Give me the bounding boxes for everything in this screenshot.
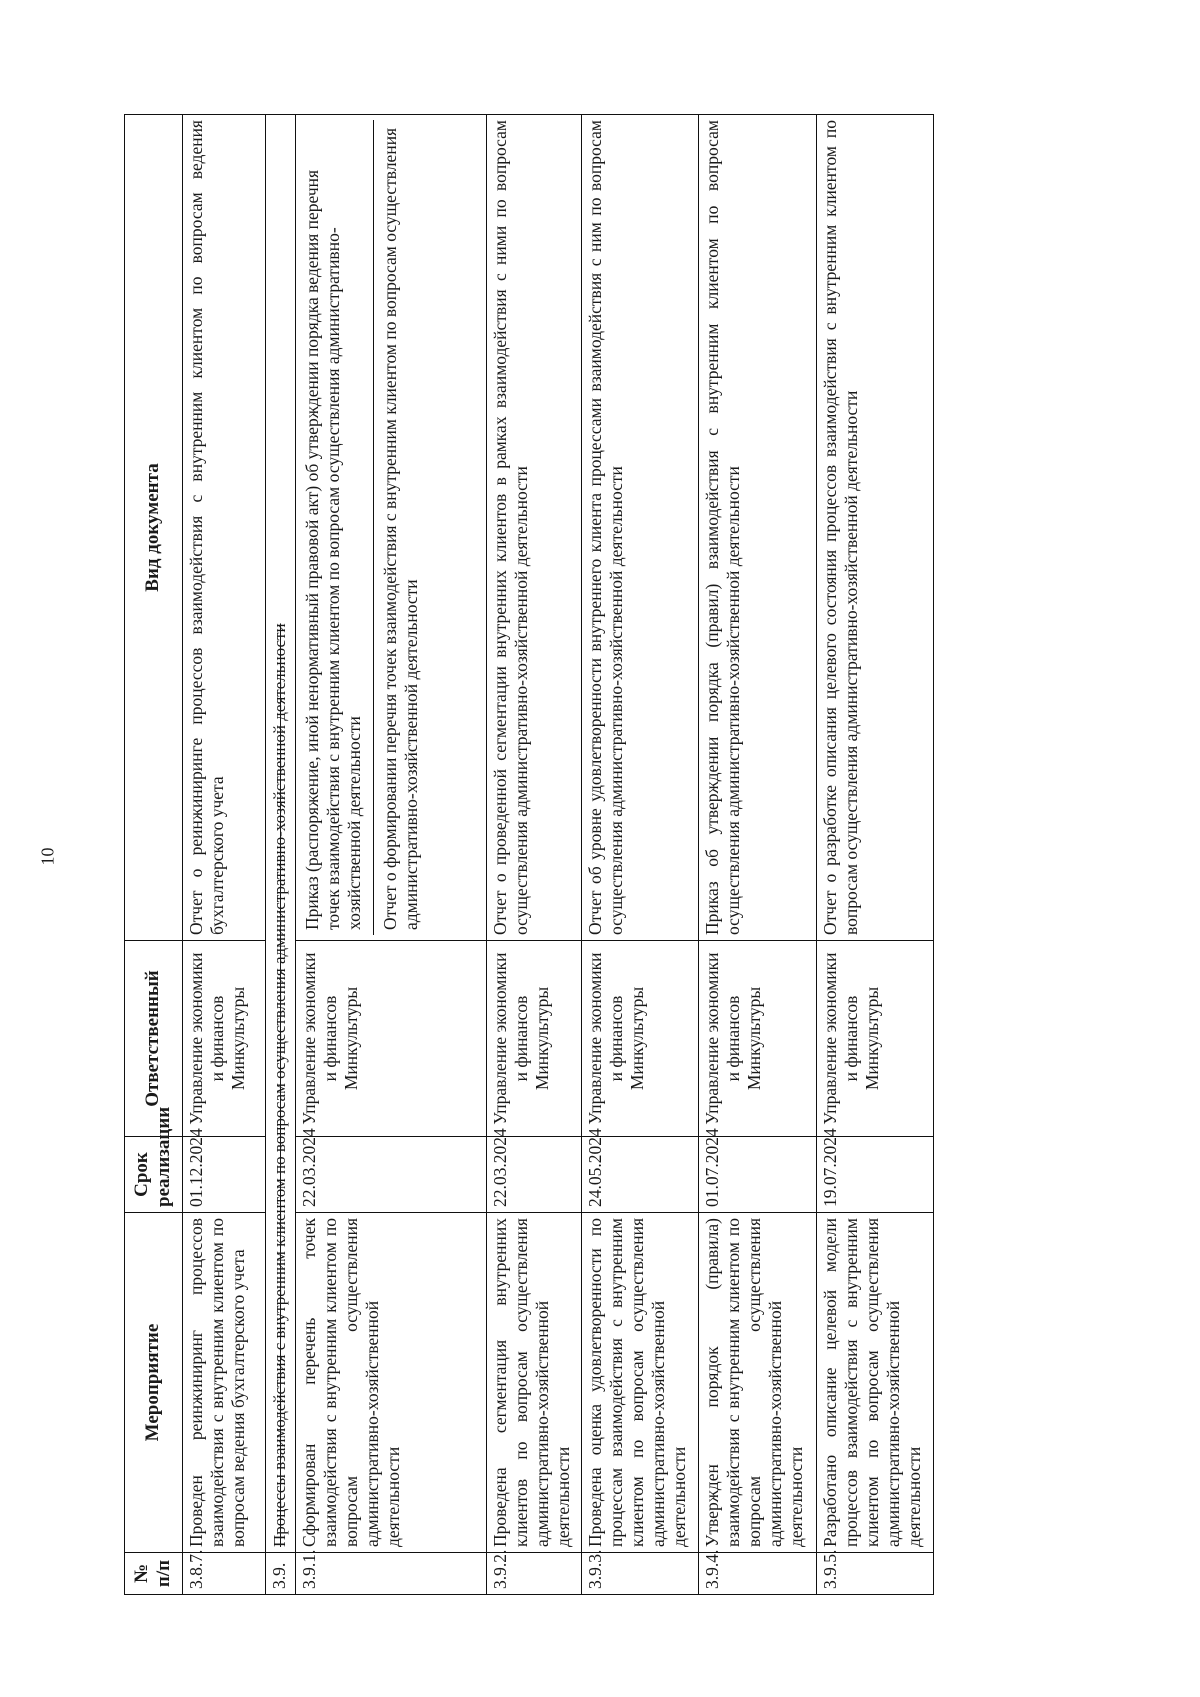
row-event: Проведен реинжиниринг процессов взаимодействия с внутренним клиентом по вопросам ведения бухгалтерского учета bbox=[182, 1213, 266, 1553]
page-number: 10 bbox=[37, 847, 58, 866]
row-num: 3.8.7. bbox=[182, 1553, 266, 1595]
row-doc-second: Отчет о формировании перечня точек взаимодействия с внутренним клиентом по вопросам осуществления административно-хозяйственной деятельности bbox=[380, 127, 422, 930]
row-deadline: 19.07.2024 bbox=[816, 1137, 933, 1213]
row-doc: Отчет о проведенной сегментации внутренних клиентов в рамках взаимодействия с ними по вопросам осуществления административно-хозяйственной деятельности bbox=[486, 115, 581, 941]
row-responsible: Управление экономики и финансов Минкультуры bbox=[486, 941, 581, 1137]
header-responsible: Ответственный bbox=[125, 941, 183, 1137]
table-row bbox=[486, 115, 581, 1595]
table-header-row bbox=[125, 115, 183, 1595]
row-doc: Приказ об утверждении порядка (правил) взаимодействия с внутренним клиентом по вопросам осуществления административно-хозяйственной деятельности bbox=[699, 115, 816, 941]
table-row bbox=[182, 115, 266, 1595]
row-responsible: Управление экономики и финансов Минкультуры bbox=[182, 941, 266, 1137]
row-event: Проведена оценка удовлетворенности по процессам взаимодействия с внутренним клиентом по вопросам осуществления административно-хозяйственной деятельности bbox=[582, 1213, 699, 1553]
row-doc: Приказ (распоряжение, иной ненормативный правовой акт) об утверждении порядка ведения перечня точек взаимодействия с внутренним клиентом по вопросам осуществления административно-хозяйственной деятельности bbox=[299, 120, 374, 935]
table-row bbox=[582, 115, 699, 1595]
header-event: Мероприятие bbox=[125, 1213, 183, 1553]
section-title: Процессы взаимодействия с внутренним клиентом по вопросам осуществления административно-хозяйственной деятельности bbox=[270, 623, 290, 1547]
table-row bbox=[296, 115, 487, 1595]
table-row bbox=[699, 115, 816, 1595]
row-num: 3.9.3. bbox=[582, 1553, 699, 1595]
row-deadline: 01.07.2024 bbox=[699, 1137, 816, 1213]
row-num: 3.9.5. bbox=[816, 1553, 933, 1595]
row-event: Проведена сегментация внутренних клиентов по вопросам осуществления административно-хозяйственной деятельности bbox=[486, 1213, 581, 1553]
row-responsible: Управление экономики и финансов Минкультуры bbox=[699, 941, 816, 1137]
header-deadline: Срок реализации bbox=[125, 1137, 183, 1213]
row-deadline: 22.03.2024 bbox=[486, 1137, 581, 1213]
row-event: Утвержден порядок (правила) взаимодействия с внутренним клиентом по вопросам осуществления административно-хозяйственной деятельности bbox=[699, 1213, 816, 1553]
row-num: 3.9.2. bbox=[486, 1553, 581, 1595]
row-responsible: Управление экономики и финансов Минкультуры bbox=[296, 941, 487, 1137]
row-doc: Отчет о реинжиниринге процессов взаимодействия с внутренним клиентом по вопросам ведения бухгалтерского учета bbox=[182, 115, 266, 941]
action-plan-table bbox=[124, 114, 934, 1595]
row-responsible: Управление экономики и финансов Минкультуры bbox=[816, 941, 933, 1137]
section-num: 3.9. bbox=[266, 1553, 296, 1595]
row-doc: Отчет о разработке описания целевого состояния процессов взаимодействия с внутренним клиентом по вопросам осуществления административно-хозяйственной деятельности bbox=[816, 115, 933, 941]
header-doc: Вид документа bbox=[125, 115, 183, 941]
row-deadline: 22.03.2024 bbox=[296, 1137, 487, 1213]
row-doc: Отчет об уровне удовлетворенности внутреннего клиента процессами взаимодействия с ним по вопросам осуществления административно-хозяйственной деятельности bbox=[582, 115, 699, 941]
row-deadline: 01.12.2024 bbox=[182, 1137, 266, 1213]
row-event: Сформирован перечень точек взаимодействия с внутренним клиентом по вопросам осуществления административно-хозяйственной деятельности bbox=[296, 1213, 487, 1553]
table-row bbox=[816, 115, 933, 1595]
header-num: № п/п bbox=[125, 1553, 183, 1595]
row-num: 3.9.1. bbox=[296, 1553, 487, 1595]
row-num: 3.9.4. bbox=[699, 1553, 816, 1595]
section-title-cell bbox=[266, 115, 296, 1553]
row-deadline: 24.05.2024 bbox=[582, 1137, 699, 1213]
section-row bbox=[266, 115, 296, 1595]
row-responsible: Управление экономики и финансов Минкультуры bbox=[582, 941, 699, 1137]
row-event: Разработано описание целевой модели процессов взаимодействия с внутренним клиентом по вопросам осуществления административно-хозяйственной деятельности bbox=[816, 1213, 933, 1553]
rotated-table-container bbox=[124, 115, 934, 1595]
row-doc-split bbox=[296, 115, 487, 941]
